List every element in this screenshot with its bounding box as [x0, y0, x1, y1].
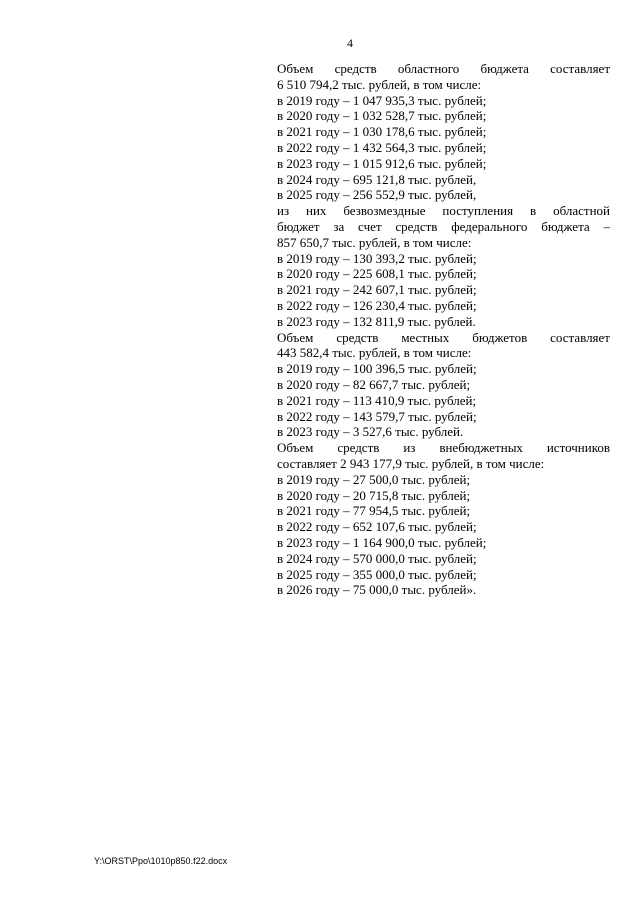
text-line: 6 510 794,2 тыс. рублей, в том числе: [277, 76, 482, 92]
text-line: в 2022 году – 652 107,6 тыс. рублей; [277, 519, 477, 535]
text-line: Объем средств местных бюджетов составляет [277, 329, 610, 345]
text-line: в 2023 году – 1 164 900,0 тыс. рублей; [277, 534, 487, 550]
text-line: в 2025 году – 256 552,9 тыс. рублей, [277, 187, 477, 203]
text-line: в 2019 году – 27 500,0 тыс. рублей; [277, 471, 471, 487]
text-line: составляет 2 943 177,9 тыс. рублей, в том числе: [277, 455, 545, 471]
text-line: в 2022 году – 1 432 564,3 тыс. рублей; [277, 139, 487, 155]
text-line: в 2022 году – 143 579,7 тыс. рублей; [277, 408, 477, 424]
text-line: в 2019 году – 1 047 935,3 тыс. рублей; [277, 92, 487, 108]
text-line: в 2024 году – 570 000,0 тыс. рублей; [277, 550, 477, 566]
text-line: в 2019 году – 130 393,2 тыс. рублей; [277, 250, 477, 266]
text-line: в 2021 году – 77 954,5 тыс. рублей; [277, 503, 471, 519]
text-line: в 2021 году – 242 607,1 тыс. рублей; [277, 282, 477, 298]
text-line: в 2023 году – 1 015 912,6 тыс. рублей; [277, 155, 487, 171]
text-line: бюджет за счет средств федерального бюджета – [277, 218, 610, 234]
text-line: Объем средств областного бюджета составляет [277, 61, 610, 76]
text-line: в 2020 году – 225 608,1 тыс. рублей; [277, 266, 477, 282]
text-line: из них безвозмездные поступления в областной [277, 203, 610, 219]
text-line: в 2021 году – 1 030 178,6 тыс. рублей; [277, 124, 487, 140]
footer-file-path: Y:\ORST\Ppo\1010p850.f22.docx [94, 856, 228, 866]
text-line: в 2023 году – 3 527,6 тыс. рублей. [277, 424, 464, 440]
text-line: в 2025 году – 355 000,0 тыс. рублей; [277, 566, 477, 582]
text-line: в 2023 году – 132 811,9 тыс. рублей. [277, 313, 476, 329]
text-line: в 2024 году – 695 121,8 тыс. рублей, [277, 171, 477, 187]
text-line: в 2020 году – 82 667,7 тыс. рублей; [277, 376, 471, 392]
text-line: в 2026 году – 75 000,0 тыс. рублей». [277, 582, 477, 598]
text-line: в 2019 году – 100 396,5 тыс. рублей; [277, 361, 477, 377]
text-line: в 2020 году – 1 032 528,7 тыс. рублей; [277, 108, 487, 124]
text-line: 857 650,7 тыс. рублей, в том числе: [277, 234, 472, 250]
text-line: в 2022 году – 126 230,4 тыс. рублей; [277, 297, 477, 313]
text-line: в 2020 году – 20 715,8 тыс. рублей; [277, 487, 471, 503]
text-line: в 2021 году – 113 410,9 тыс. рублей; [277, 392, 477, 408]
page-number: 4 [347, 36, 353, 50]
text-line: 443 582,4 тыс. рублей, в том числе: [277, 345, 472, 361]
text-line: Объем средств из внебюджетных источников [277, 440, 610, 456]
document-body [277, 61, 610, 598]
